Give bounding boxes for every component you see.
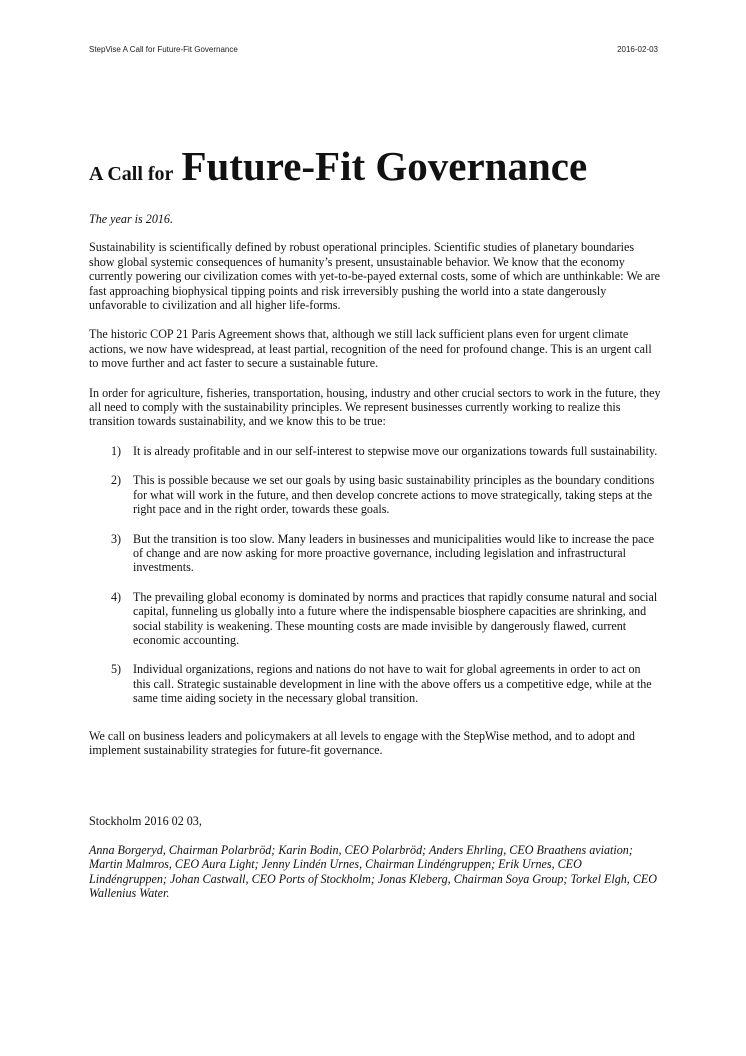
place-and-date: Stockholm 2016 02 03, <box>89 814 202 829</box>
list-item-number: 4) <box>111 589 122 604</box>
list-item <box>89 532 661 575</box>
signatories: Anna Borgeryd, Chairman Polarbröd; Karin Bodin, CEO Polarbröd; Anders Ehrling, CEO Braathens aviation; Martin Malmros, CEO Aura Light; Jenny Lindén Urnes, Chairman Lindéngruppen; Erik Urnes, CEO Lindéngruppen; Johan Castwall, CEO Ports of Stockholm; Jonas Kleberg, Chairman Soya Group; Torkel Elgh, CEO Wallenius Water. <box>89 842 658 900</box>
call-to-action: We call on business leaders and policymakers at all levels to engage with the StepWise method, and to adopt and implement sustainability strategies for future-fit governance. <box>89 728 635 757</box>
document-title-main: Future-Fit Governance <box>181 143 588 189</box>
document-title-prefix: A Call for <box>89 163 174 185</box>
paragraph-cop21: The historic COP 21 Paris Agreement shows that, although we still lack sufficient plans even for urgent climate actions, we now have widespread, at least partial, recognition of the need for profound change. This is an urgent call to move further and act faster to secure a sustainable future. <box>89 327 652 371</box>
header-date: 2016-02-03 <box>617 45 658 54</box>
list-item <box>89 662 661 705</box>
document-title <box>89 143 588 189</box>
header-document-title: StepVise A Call for Future-Fit Governance <box>89 45 238 54</box>
list-item-text: This is possible because we set our goals by using basic sustainability principles as the boundary conditions for what will work in the future, and then develop concrete actions to move strategically, taking steps at the right pace and in the right order, towards these goals. <box>133 473 655 517</box>
intro-line: The year is 2016. <box>89 212 173 226</box>
list-item-number: 3) <box>111 531 122 546</box>
list-item-text: Individual organizations, regions and nations do not have to wait for global agreements in order to act on this call. Strategic sustainable development in line with the above offers us a competitive edge, while at the same time aiding society in the necessary global transition. <box>133 662 652 706</box>
paragraph-sectors: In order for agriculture, fisheries, transportation, housing, industry and other crucial sectors to work in the future, they all need to comply with the sustainability principles. We represent businesses currently working to realize this transition towards sustainability, and we know this to be true: <box>89 385 661 429</box>
paragraph-sustainability: Sustainability is scientifically defined by robust operational principles. Scientific studies of planetary boundaries show global systemic consequences of humanity’s present, unsustainable behavior. We know that the economy currently powering our civilization comes with yet-to-be-payed external costs, some of which are unthinkable: We are fast approaching biophysical tipping points and risk irreversibly pushing the world into a state dangerously unfavorable to civilization and all higher life-forms. <box>89 240 661 313</box>
numbered-list <box>89 444 661 706</box>
document-body <box>89 212 661 900</box>
page-header <box>89 45 658 54</box>
list-item <box>89 590 661 648</box>
list-item-text: The prevailing global economy is dominated by norms and practices that rapidly consume natural and social capital, funneling us globally into a future where the indispensable biosphere capacities are shrinking, and social stability is weakening. These mounting costs are made invisible by dangerously flawed, current economic accounting. <box>133 589 658 647</box>
list-item-text: But the transition is too slow. Many leaders in businesses and municipalities would like to increase the pace of change and are now asking for more proactive governance, including legislation and infrastructural investments. <box>133 531 655 575</box>
list-item-number: 1) <box>111 443 122 458</box>
list-item <box>89 473 661 516</box>
list-item-text: It is already profitable and in our self-interest to stepwise move our organizations towards full sustainability. <box>133 443 658 458</box>
list-item-number: 2) <box>111 473 122 488</box>
list-item <box>89 444 661 458</box>
list-item-number: 5) <box>111 662 122 677</box>
